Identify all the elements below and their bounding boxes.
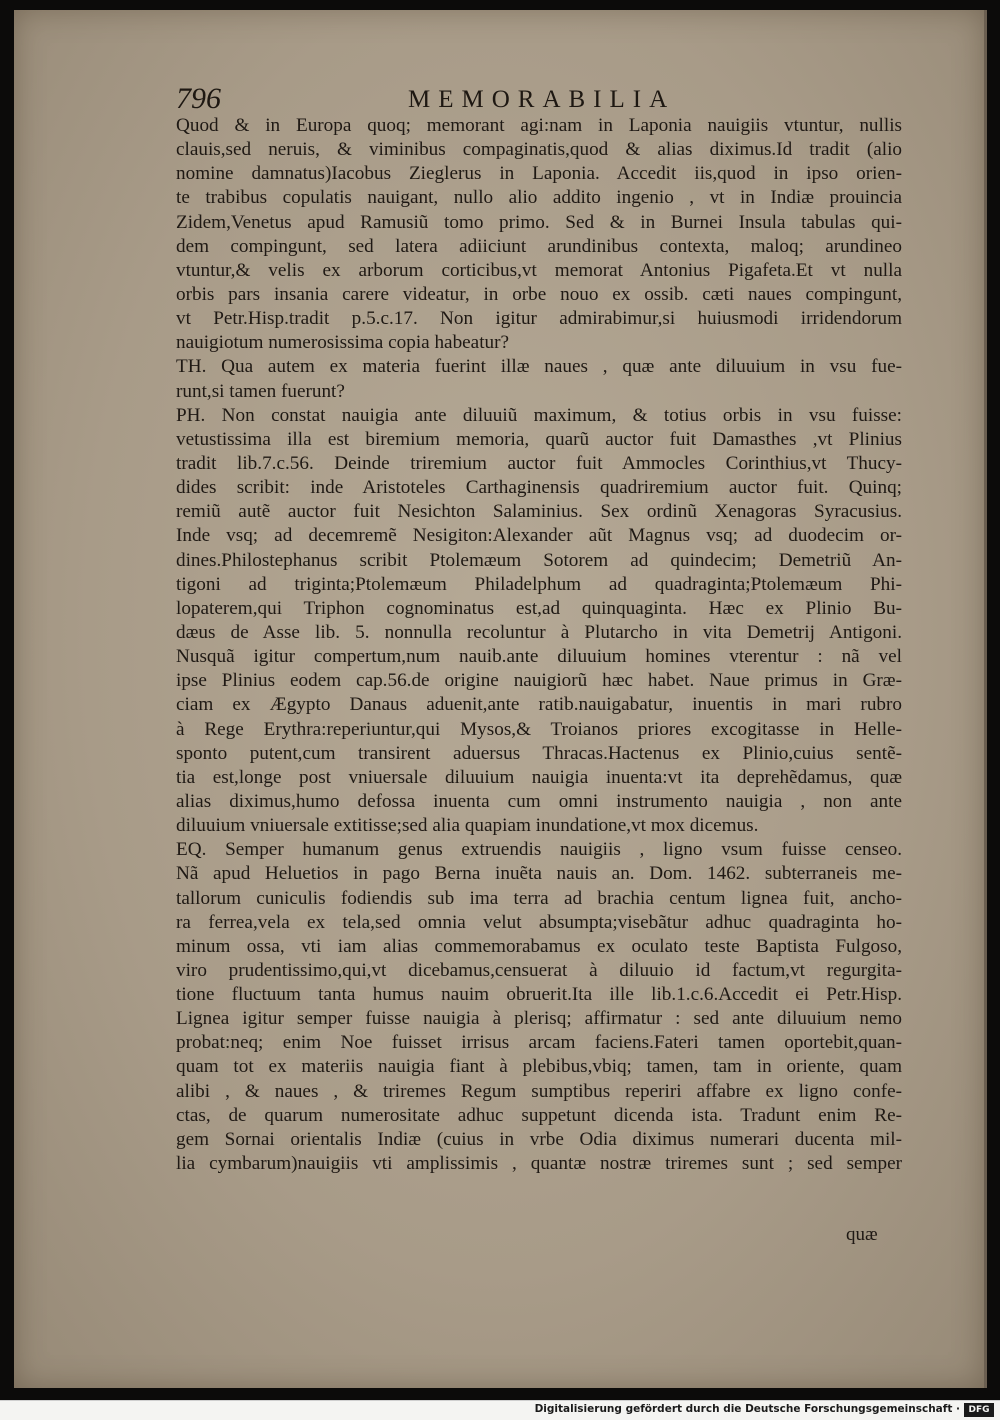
text-line: dæus de Asse lib. 5. nonnulla recoluntur à Plutarcho in vita Demetrij Antigoni. xyxy=(176,621,902,643)
text-line: lia cymbarum)nauigiis vti amplissimis , quantæ nostræ triremes sunt ; sed semper xyxy=(176,1153,902,1175)
text-line: Lignea igitur semper fuisse nauigia à plerisq; affirmatur : sed ante diluuium nemo xyxy=(176,1008,902,1030)
running-title: MEMORABILIA xyxy=(408,86,676,113)
text-line: remiũ autẽ auctor fuit Nesichton Salaminius. Sex ordinũ Xenagoras Syracusius. xyxy=(176,501,902,523)
text-line: dem compingunt, sed latera adiiciunt arundinibus contexta, maloq; arundineo xyxy=(176,235,902,257)
catchword: quæ xyxy=(846,1224,878,1245)
text-line: ipse Plinius eodem cap.56.de origine nauigiorũ hæc habet. Naue primus in Græ- xyxy=(176,670,902,692)
text-line: alibi , & naues , & triremes Regum sumptibus reperiri affabre ex ligno confe- xyxy=(176,1080,902,1102)
text-line: tia est,longe post vniuersale diluuium nauigia inuenta:vt ita deprehẽdamus, quæ xyxy=(176,766,902,788)
text-line: viro prudentissimo,qui,vt dicebamus,censuerat à diluuio id factum,vt regurgita- xyxy=(176,959,902,981)
text-line: runt,si tamen fuerunt? xyxy=(176,380,345,402)
text-line: te trabibus copulatis nauigant, nullo alio addito ingenio , vt in Indiæ prouincia xyxy=(176,187,902,209)
footer-bar xyxy=(0,1400,1000,1420)
text-line: lopaterem,qui Triphon cognominatus est,ad quinquaginta. Hæc ex Plinio Bu- xyxy=(176,597,902,619)
text-line: clauis,sed neruis, & viminibus compaginatis,quod & alias diximus.Id tradit (alio xyxy=(176,139,902,161)
body-text xyxy=(176,114,902,1176)
text-line: quam tot ex materiis nauigia fiant à plebibus,vbiq; tamen, tam in oriente, quam xyxy=(176,1056,902,1078)
text-line: vtuntur,& velis ex arborum corticibus,vt memorat Antonius Pigafeta.Et vt nulla xyxy=(176,259,902,281)
text-line: Zidem,Venetus apud Ramusiũ tomo primo. Sed & in Burnei Insula tabulas qui- xyxy=(176,211,902,233)
text-line: diluuium vniuersale extitisse;sed alia quapiam inundatione,vt mox dicemus. xyxy=(176,815,759,837)
text-line: ctas, de quarum numerositate adhuc suppetunt dicenda ista. Tradunt enim Re- xyxy=(176,1104,902,1126)
text-line: probat:neq; enim Noe fuisset irrisus arcam faciens.Fateri tamen oportebit,quan- xyxy=(176,1032,902,1054)
text-line: tione fluctuum tanta humus nauim obruerit.Ita ille lib.1.c.6.Accedit ei Petr.Hisp. xyxy=(176,984,902,1006)
text-line: tradit lib.7.c.56. Deinde triremium auctor fuit Ammocles Corinthius,vt Thucy- xyxy=(176,452,902,474)
text-line: vt Petr.Hisp.tradit p.5.c.17. Non igitur admirabimur,si huiusmodi irridendorum xyxy=(176,308,902,330)
text-line: PH. Non constat nauigia ante diluuiũ maximum, & totius orbis in vsu fuisse: xyxy=(176,404,902,426)
dfg-logo: DFG xyxy=(964,1403,994,1417)
text-line: tallorum cuniculis fodiendis sub ima terra ad brachia centum lignea fuit, ancho- xyxy=(176,887,902,909)
text-line: ra ferrea,vela ex tela,sed omnia velut absumpta;visebãtur adhuc quadraginta ho- xyxy=(176,911,902,933)
text-line: minum ossa, vti iam alias commemorabamus ex oculato teste Baptista Fulgoso, xyxy=(176,935,902,957)
text-line: vetustissima illa est biremium memoria, quarũ auctor fuit Damasthes ,vt Plinius xyxy=(176,428,902,450)
text-line: alias diximus,humo defossa inuenta cum omni instrumento nauigia , non ante xyxy=(176,790,902,812)
text-line: Nã apud Heluetios in pago Berna inuẽta nauis an. Dom. 1462. subterraneis me- xyxy=(176,863,902,885)
text-line: dides scribit: inde Aristoteles Carthaginensis quadriremium auctor fuit. Quinq; xyxy=(176,477,902,499)
text-line: orbis pars insania carere videatur, in orbe nouo ex ossib. cæti naues compingunt, xyxy=(176,283,902,305)
text-line: dines.Philostephanus scribit Ptolemæum Sotorem ad quindecim; Demetriũ An- xyxy=(176,549,902,571)
text-line: ciam ex Ægypto Danaus aduenit,ante ratib.nauigabatur, inuentis in mari rubro xyxy=(176,694,902,716)
text-line: EQ. Semper humanum genus extruendis nauigiis , ligno vsum fuisse censeo. xyxy=(176,839,902,861)
page-number: 796 xyxy=(176,82,221,115)
text-line: nauigiotum numerosissima copia habeatur? xyxy=(176,332,510,354)
text-line: à Rege Erythra:reperiuntur,qui Mysos,& Troianos priores excogitasse in Helle- xyxy=(176,718,902,740)
text-line: Nusquã igitur compertum,num nauib.ante diluuium homines vterentur : nã vel xyxy=(176,646,902,668)
text-line: gem Sornai orientalis Indiæ (cuius in vrbe Odia diximus numerari ducenta mil- xyxy=(176,1128,902,1150)
text-line: Quod & in Europa quoq; memorant agi:nam in Laponia nauigiis vtuntur, nullis xyxy=(176,115,902,136)
text-line: nomine damnatus)Iacobus Zieglerus in Laponia. Accedit iis,quod in ipso orien- xyxy=(176,163,902,185)
text-line: sponto putent,cum transirent aduersus Thracas.Hactenus ex Plinio,cuius sentẽ- xyxy=(176,742,902,764)
text-line: Inde vsq; ad decemremẽ Nesigiton:Alexander aũt Magnus vsq; ad duodecim or- xyxy=(176,525,902,547)
text-line: TH. Qua autem ex materia fuerint illæ naues , quæ ante diluuium in vsu fue- xyxy=(176,356,902,378)
funding-notice: Digitalisierung gefördert durch die Deutsche Forschungsgemeinschaft · xyxy=(534,1403,960,1415)
text-line: tigoni ad triginta;Ptolemæum Philadelphum ad quadraginta;Ptolemæum Phi- xyxy=(176,573,902,595)
